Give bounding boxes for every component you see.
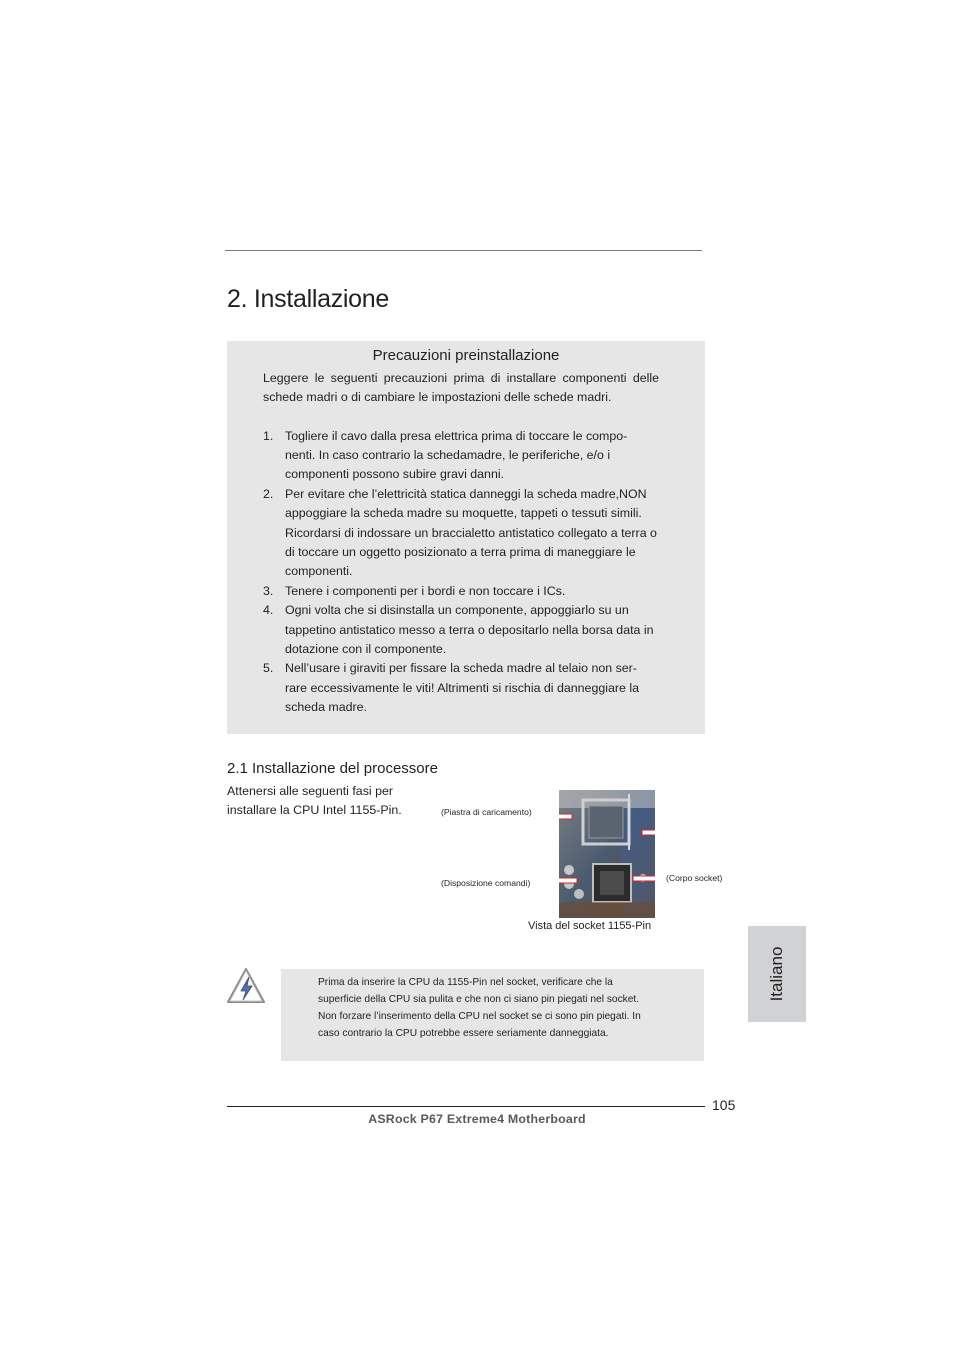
callout-socket-body: (Corpo socket) [666,873,723,883]
list-item-text: Nell’usare i giraviti per fissare la scheda madre al telaio non ser- rare eccessivamente le viti! Altrimenti si rischia di danneggiare la scheda madre. [285,661,639,714]
list-item [263,582,659,601]
list-item-number: 5. [263,661,274,676]
list-item [263,659,659,717]
list-item [263,485,659,581]
list-item [263,427,659,485]
list-item-number: 1. [263,429,274,443]
page-number: 105 [712,1097,736,1113]
list-item-number: 3. [263,583,274,598]
bottom-divider [227,1106,705,1107]
list-item-number: 2. [263,487,274,502]
list-item-text: Tenere i componenti per i bordi e non toccare i ICs. [285,583,566,598]
list-item-text: Per evitare che l’elettricità statica danneggi la scheda madre,NON appoggiare la scheda madre su moquette, tappeti o tessuti simili. Ricordarsi di indossare un braccialetto antistatico collegato a terra o di toccare un oggetto posizionato a terra prima di maneggiare le componenti. [285,487,657,578]
precautions-panel [227,341,705,734]
callout-load-lever: (Disposizione comandi) [441,878,531,888]
top-divider [225,250,702,251]
section-body: Attenersi alle seguenti fasi per installare la CPU Intel 1155-Pin. [227,784,402,818]
precautions-title: Precauzioni preinstallazione [372,347,560,364]
list-item-number: 4. [263,603,274,618]
socket-photo [559,790,655,918]
list-item-text: Ogni volta che si disinstalla un componente, appoggiarlo su un tappetino antistatico messo a terra o depositarlo nella borsa data in dotazione con il componente. [285,603,654,656]
warning-icon [226,966,266,1006]
list-item-text: Togliere il cavo dalla presa elettrica prima di toccare le compo- nenti. In caso contrario la schedamadre, le periferiche, e/o i componenti possono subire gravi danni. [285,429,628,482]
warning-text: Prima da inserire la CPU da 1155-Pin nel socket, verificare che la superficie della CPU sia pulita e che non ci siano pin piegati nel socket. Non forzare l’inserimento della CPU nel socket se ci sono pin piegati. In caso contrario la CPU potrebbe essere seriamente danneggiata. [318,977,641,1039]
page-title: 2. Installazione [227,285,389,313]
section-title: 2.1 Installazione del processore [227,760,438,777]
list-item [263,601,659,659]
footer-text: ASRock P67 Extreme4 Motherboard [368,1112,586,1126]
language-tab [748,926,806,1022]
warning-panel [281,969,704,1061]
precautions-intro: Leggere le seguenti precauzioni prima di installare componenti delle schede madri o di cambiare le impostazioni delle schede madri. [263,371,659,405]
language-tab-label: Italiano [767,946,786,1002]
photo-caption: Vista del socket 1155-Pin [528,920,652,932]
precautions-list [263,427,659,718]
callout-load-plate: (Piastra di caricamento) [441,807,532,817]
